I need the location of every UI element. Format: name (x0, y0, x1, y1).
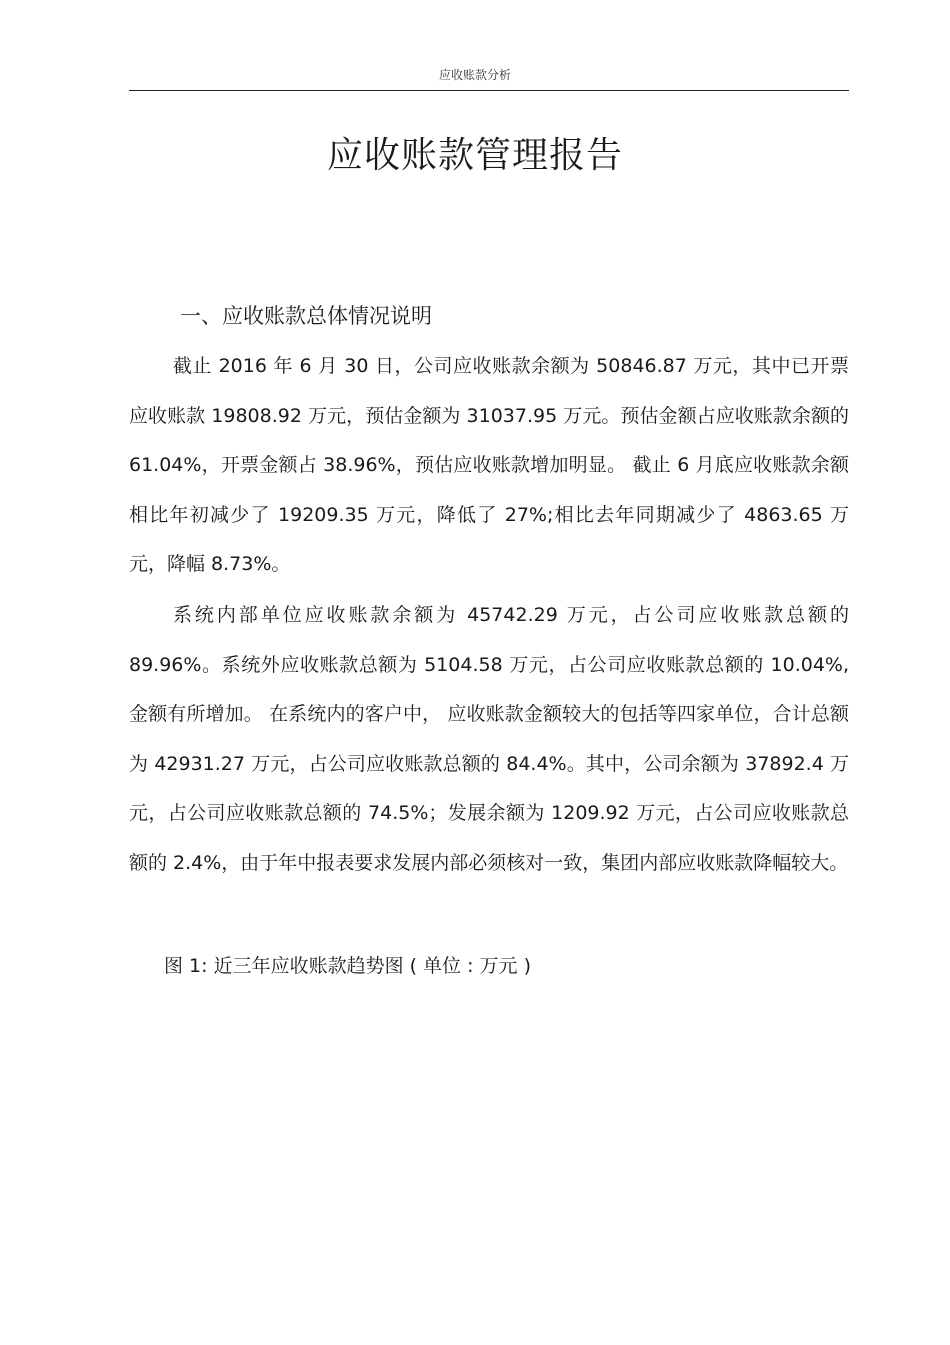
figure-caption: 图 1: 近三年应收账款趋势图 ( 单位 : 万元 ) (164, 955, 531, 977)
header-divider (129, 90, 849, 91)
body-paragraph: 系统内部单位应收账款余额为 45742.29 万元，占公司应收账款总额的 89.96%。系统外应收账款总额为 5104.58 万元，占公司应收账款总额的 10.04%,金额有所增加。 在系统内的客户中， 应收账款金额较大的包括等四家单位，合计总额为 42931.27 万元，占公司应收账款总额的 84.4%。其中，公司余额为 37892.4 万元，占公司应收账款总额的 74.5%；发展余额为 1209.92 万元，占公司应收账款总额的 2.4%，由于年中报表要求发展内部必须核对一致，集团内部应收账款降幅较大。 (129, 604, 849, 874)
section-heading: 一、应收账款总体情况说明 (180, 304, 432, 328)
document-title: 应收账款管理报告 (326, 135, 623, 176)
body-paragraph: 截止 2016 年 6 月 30 日，公司应收账款余额为 50846.87 万元，其中已开票应收账款 19808.92 万元，预估金额为 31037.95 万元。预估金额占应收账款余额的 61.04%，开票金额占 38.96%，预估应收账款增加明显。 截止 6 月底应收账款余额相比年初减少了 19209.35 万元，降低了 27%;相比去年同期减少了 4863.65 万元，降幅 8.73%。 (129, 355, 849, 576)
running-header: 应收账款分析 (438, 68, 511, 82)
